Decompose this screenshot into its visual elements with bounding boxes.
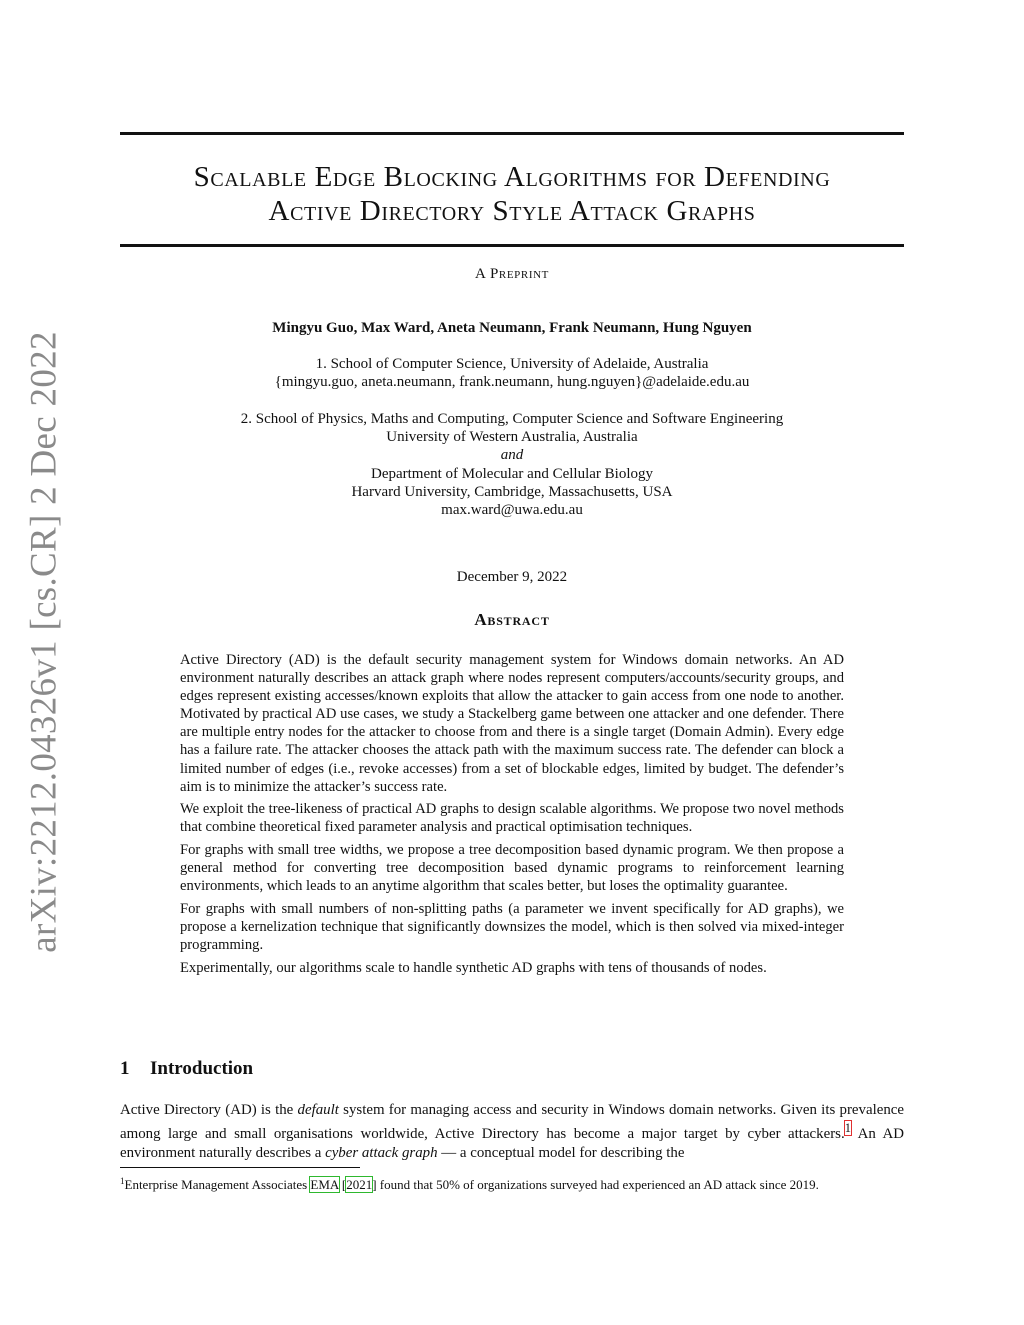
- affiliation-2-department: Department of Molecular and Cellular Biology: [370, 465, 653, 482]
- paper-date: December 9, 2022: [456, 569, 568, 585]
- title-line-2: Active Directory Style Attack Graphs: [268, 195, 756, 227]
- title-bottom-rule: [120, 244, 904, 247]
- footnote-text: ] found that 50% of organizations surveyed had experienced an AD attack since 2019.: [372, 1177, 819, 1192]
- footnote-text: Enterprise Management Associates: [124, 1177, 311, 1192]
- introduction-paragraph: [120, 1101, 904, 1162]
- abstract-paragraph-1: Active Directory (AD) is the default security management system for Windows domain networks. An AD environment naturally describes an attack graph where nodes represent computers/accounts/security groups, and edges represent existing accesses/known exploits that allow the attacker to gain access from one node to another. Motivated by practical AD use cases, we study a Stackelberg game between one attacker and one defender. There are multiple entry nodes for the attacker to choose from and there is a single target (Domain Admin). Every edge has a failure rate. The attacker chooses the attack path with the maximum success rate. The defender can block a limited number of edges (i.e., revoke accesses) from a set of blockable edges, limited by budget. The defender’s aim is to minimize the attacker’s success rate.: [180, 652, 844, 795]
- section-number: 1: [120, 1058, 130, 1079]
- affiliation-2-university: University of Western Australia, Australia: [386, 429, 638, 446]
- section-title: Introduction: [150, 1058, 254, 1079]
- preprint-label: A Preprint: [475, 266, 549, 282]
- title-line-1: Scalable Edge Blocking Algorithms for Defending: [193, 161, 831, 193]
- abstract-paragraph-5: Experimentally, our algorithms scale to handle synthetic AD graphs with tens of thousands of nodes.: [180, 959, 767, 976]
- intro-text: An AD environment naturally describes a: [120, 1126, 904, 1161]
- intro-emphasis-default: default: [297, 1102, 339, 1118]
- intro-text: system for managing access and security in Windows domain networks. Given its prevalence among large and small organisations worldwide, Active Directory has become a major target by cyber attackers.: [120, 1102, 904, 1143]
- footnote-mark: 1: [120, 1176, 125, 1186]
- paper-title: [120, 160, 904, 228]
- abstract-paragraph-4: For graphs with small numbers of non-splitting paths (a parameter we invent specifically for AD graphs), we propose a kernelization technique that significantly downsizes the model, which is then solved via mixed-integer programming.: [180, 900, 844, 953]
- title-top-rule: [120, 132, 904, 135]
- abstract-paragraph-2: We exploit the tree-likeness of practical AD graphs to design scalable algorithms. We propose two novel methods that combine theoretical fixed parameter analysis and practical optimisation techniques.: [180, 801, 844, 836]
- abstract-body: [180, 651, 844, 981]
- intro-text: Active Directory (AD) is the: [120, 1102, 298, 1118]
- affiliation-1-emails: {mingyu.guo, aneta.neumann, frank.neumann, hung.nguyen}@adelaide.edu.au: [274, 374, 750, 391]
- citation-link-year[interactable]: 2021: [346, 1177, 373, 1192]
- affiliation-2-and: and: [500, 447, 524, 464]
- intro-text: — a conceptual model for describing the: [437, 1144, 685, 1161]
- footnote-1: [120, 1173, 904, 1194]
- author-list: Mingyu Guo, Max Ward, Aneta Neumann, Frank Neumann, Hung Nguyen: [272, 320, 752, 336]
- abstract-paragraph-3: For graphs with small tree widths, we propose a tree decomposition based dynamic program. We then propose a general method for converting tree decomposition based dynamic programs to reinforcement learning environments, which leads to an anytime algorithm that scales better, but loses the optimality guarantee.: [180, 841, 844, 895]
- affiliation-2-line: 2. School of Physics, Maths and Computing, Computer Science and Software Engineering: [240, 411, 784, 427]
- arxiv-stamp: arXiv:2212.04326v1 [cs.CR] 2 Dec 2022: [23, 331, 65, 953]
- affiliation-1-line: 1. School of Computer Science, University of Adelaide, Australia: [315, 356, 709, 372]
- affiliation-2-harvard: Harvard University, Cambridge, Massachusetts, USA: [351, 483, 673, 500]
- citation-link-ema[interactable]: EMA: [310, 1177, 339, 1192]
- affiliation-1: [120, 355, 904, 391]
- intro-emphasis-attack-graph: cyber attack graph: [325, 1144, 438, 1161]
- abstract-heading: Abstract: [474, 610, 550, 629]
- affiliation-2: [120, 410, 904, 519]
- affiliation-2-email: max.ward@uwa.edu.au: [441, 502, 583, 519]
- footnote-reference-link[interactable]: 1: [844, 1121, 851, 1136]
- footnote-divider: [120, 1167, 360, 1168]
- footnote-text: [: [338, 1177, 347, 1192]
- section-heading-introduction: [120, 1058, 253, 1080]
